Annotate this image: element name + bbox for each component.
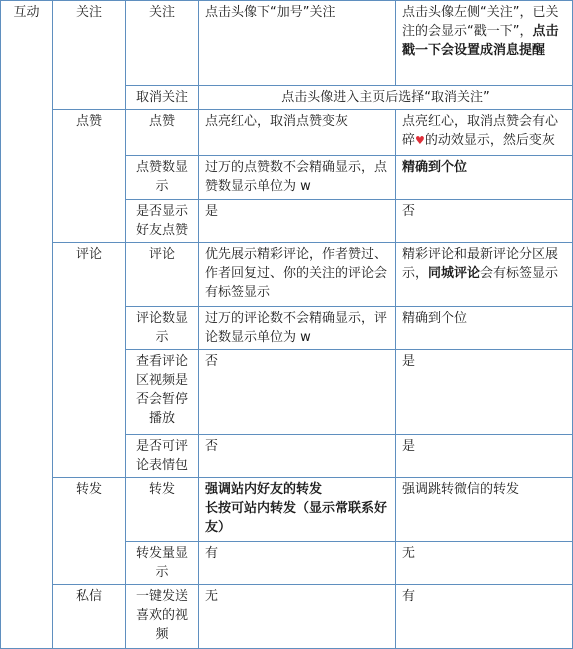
group-comment: 评论 <box>53 243 126 478</box>
table-row <box>1 585 573 649</box>
feature-cell: 点赞 <box>126 110 199 156</box>
group-like: 点赞 <box>53 110 126 243</box>
table-row <box>1 478 573 542</box>
feature-cell: 关注 <box>126 1 199 86</box>
value-b-cell: 否 <box>396 200 573 243</box>
cell-text: 精彩评论和最新评论分区展示， <box>402 247 559 281</box>
value-b-cell: 强调跳转微信的转发 <box>396 478 573 542</box>
feature-cell: 转发 <box>126 478 199 542</box>
cell-bold-text: 精确到个位 <box>402 160 468 175</box>
table-row <box>1 1 573 86</box>
value-b-cell: 有 <box>396 585 573 649</box>
feature-cell: 取消关注 <box>126 86 199 110</box>
value-b-cell: 无 <box>396 542 573 585</box>
value-a-cell: 否 <box>199 435 396 478</box>
feature-cell: 查看评论区视频是否会暂停播放 <box>126 350 199 435</box>
cell-text: 点击头像左侧“关注”，已关注的会显示“戳一下”， <box>402 5 559 39</box>
cell-text: 点亮红心，取消点赞会有心碎 <box>402 114 559 148</box>
feature-cell: 是否可评论表情包 <box>126 435 199 478</box>
merged-value-cell: 点击头像进入主页后选择“取消关注” <box>199 86 573 110</box>
group-dm: 私信 <box>53 585 126 649</box>
value-b-cell: 是 <box>396 435 573 478</box>
feature-cell: 是否显示好友点赞 <box>126 200 199 243</box>
value-a-cell: 无 <box>199 585 396 649</box>
table-row <box>1 243 573 307</box>
value-b-cell <box>396 156 573 200</box>
cell-text: 的动效显示，然后变灰 <box>424 133 555 148</box>
feature-cell: 点赞数显示 <box>126 156 199 200</box>
value-b-cell <box>396 110 573 156</box>
group-share: 转发 <box>53 478 126 585</box>
value-a-cell: 过万的评论数不会精确显示，评论数显示单位为 w <box>199 307 396 350</box>
value-b-cell: 是 <box>396 350 573 435</box>
value-a-cell: 过万的点赞数不会精确显示，点赞数显示单位为 w <box>199 156 396 200</box>
group-follow: 关注 <box>53 1 126 110</box>
cell-bold-text: 点击戳一下会设置成消息提醒 <box>402 24 559 58</box>
value-b-cell: 精确到个位 <box>396 307 573 350</box>
feature-cell: 评论数显示 <box>126 307 199 350</box>
value-b-cell <box>396 1 573 86</box>
value-a-cell <box>199 478 396 542</box>
feature-cell: 评论 <box>126 243 199 307</box>
feature-cell: 一键发送喜欢的视频 <box>126 585 199 649</box>
value-a-cell: 是 <box>199 200 396 243</box>
cell-bold-text: 强调站内好友的转发 <box>205 482 323 497</box>
value-a-cell: 否 <box>199 350 396 435</box>
table-row <box>1 110 573 156</box>
cell-bold-text: 同城评论 <box>428 266 481 281</box>
cell-bold-text: 长按可站内转发（显示常联系好友） <box>205 501 388 535</box>
feature-cell: 转发量显示 <box>126 542 199 585</box>
value-a-cell: 点亮红心，取消点赞变灰 <box>199 110 396 156</box>
cell-text: 会有标签显示 <box>480 266 559 281</box>
value-a-cell: 有 <box>199 542 396 585</box>
category-cell: 互动 <box>1 1 53 649</box>
value-a-cell: 优先展示精彩评论，作者赞过、作者回复过、你的关注的评论会有标签显示 <box>199 243 396 307</box>
value-a-cell: 点击头像下“加号”关注 <box>199 1 396 86</box>
heart-icon: ♥ <box>415 134 425 147</box>
value-b-cell <box>396 243 573 307</box>
